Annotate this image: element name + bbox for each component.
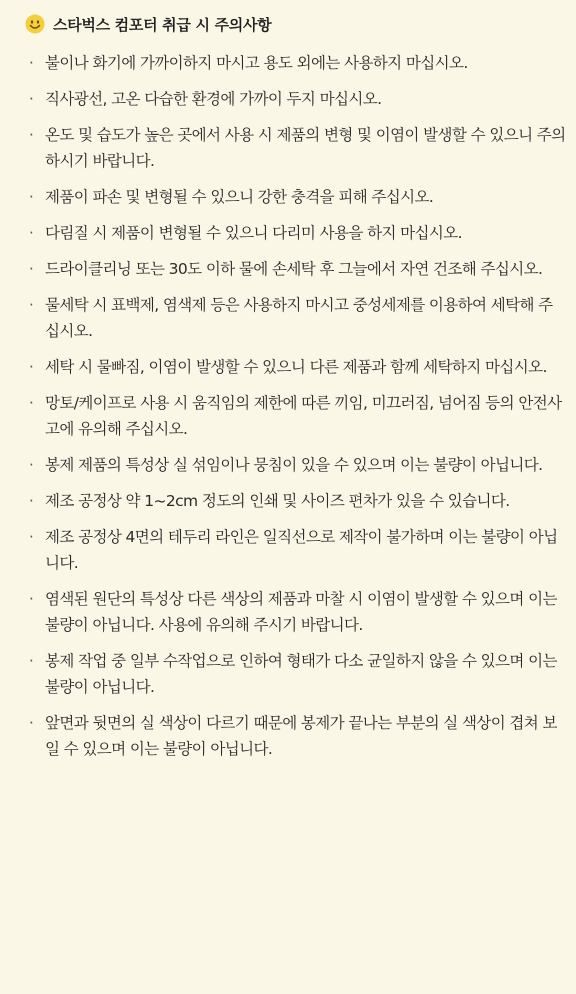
- note-text: 직사광선, 고온 다습한 환경에 가까이 두지 마십시오.: [45, 90, 382, 108]
- bullet-icon: ·: [29, 652, 34, 670]
- bullet-icon: ·: [29, 714, 34, 732]
- page-title: 스타벅스 컴포터 취급 시 주의사항: [53, 15, 272, 34]
- list-item: [25, 220, 566, 246]
- bullet-icon: ·: [29, 394, 34, 412]
- list-item: [25, 184, 566, 210]
- list-item: [25, 452, 566, 478]
- note-text: 망토/케이프로 사용 시 움직임의 제한에 따른 끼임, 미끄러짐, 넘어짐 등의 안전사고에 유의해 주십시오.: [45, 394, 562, 438]
- bullet-icon: ·: [29, 188, 34, 206]
- note-text: 봉제 제품의 특성상 실 섞임이나 뭉침이 있을 수 있으며 이는 불량이 아닙니다.: [45, 456, 543, 474]
- list-item: [25, 256, 566, 282]
- bullet-icon: ·: [29, 296, 34, 314]
- note-text: 제품이 파손 및 변형될 수 있으니 강한 충격을 피해 주십시오.: [45, 188, 434, 206]
- note-text: 염색된 원단의 특성상 다른 색상의 제품과 마찰 시 이염이 발생할 수 있으며 이는 불량이 아닙니다. 사용에 유의해 주시기 바랍니다.: [45, 590, 557, 634]
- note-text: 온도 및 습도가 높은 곳에서 사용 시 제품의 변형 및 이염이 발생할 수 있으니 주의하시기 바랍니다.: [45, 126, 566, 170]
- list-item: [25, 292, 566, 344]
- list-item: [25, 488, 566, 514]
- list-item: [25, 390, 566, 442]
- bullet-icon: ·: [29, 224, 34, 242]
- note-text: 드라이클리닝 또는 30도 이하 물에 손세탁 후 그늘에서 자연 건조해 주십시오.: [45, 260, 543, 278]
- bullet-icon: ·: [29, 126, 34, 144]
- bullet-icon: ·: [29, 358, 34, 376]
- list-item: [25, 524, 566, 576]
- bullet-icon: ·: [29, 492, 34, 510]
- list-item: [25, 586, 566, 638]
- list-item: [25, 648, 566, 700]
- note-text: 불이나 화기에 가까이하지 마시고 용도 외에는 사용하지 마십시오.: [45, 54, 468, 72]
- list-item: [25, 86, 566, 112]
- list-item: [25, 354, 566, 380]
- bullet-icon: ·: [29, 90, 34, 108]
- note-text: 앞면과 뒷면의 실 색상이 다르기 때문에 봉제가 끝나는 부분의 실 색상이 겹쳐 보일 수 있으며 이는 불량이 아닙니다.: [45, 714, 557, 758]
- list-item: [25, 50, 566, 76]
- bullet-icon: ·: [29, 590, 34, 608]
- smiley-icon: [25, 14, 45, 34]
- bullet-icon: ·: [29, 456, 34, 474]
- list-item: [25, 122, 566, 174]
- bullet-icon: ·: [29, 54, 34, 72]
- note-text: 봉제 작업 중 일부 수작업으로 인하여 형태가 다소 균일하지 않을 수 있으며 이는 불량이 아닙니다.: [45, 652, 557, 696]
- note-text: 제조 공정상 약 1~2cm 정도의 인쇄 및 사이즈 편차가 있을 수 있습니다.: [45, 492, 510, 510]
- note-text: 물세탁 시 표백제, 염색제 등은 사용하지 마시고 중성세제를 이용하여 세탁해 주십시오.: [45, 296, 553, 340]
- list-item: [25, 710, 566, 762]
- note-text: 제조 공정상 4면의 테두리 라인은 일직선으로 제작이 불가하며 이는 불량이 아닙니다.: [45, 528, 558, 572]
- note-text: 다림질 시 제품이 변형될 수 있으니 다리미 사용을 하지 마십시오.: [45, 224, 462, 242]
- care-notes-list: [25, 50, 566, 762]
- bullet-icon: ·: [29, 528, 34, 546]
- notice-header: [25, 12, 566, 36]
- bullet-icon: ·: [29, 260, 34, 278]
- note-text: 세탁 시 물빠짐, 이염이 발생할 수 있으니 다른 제품과 함께 세탁하지 마십시오.: [45, 358, 547, 376]
